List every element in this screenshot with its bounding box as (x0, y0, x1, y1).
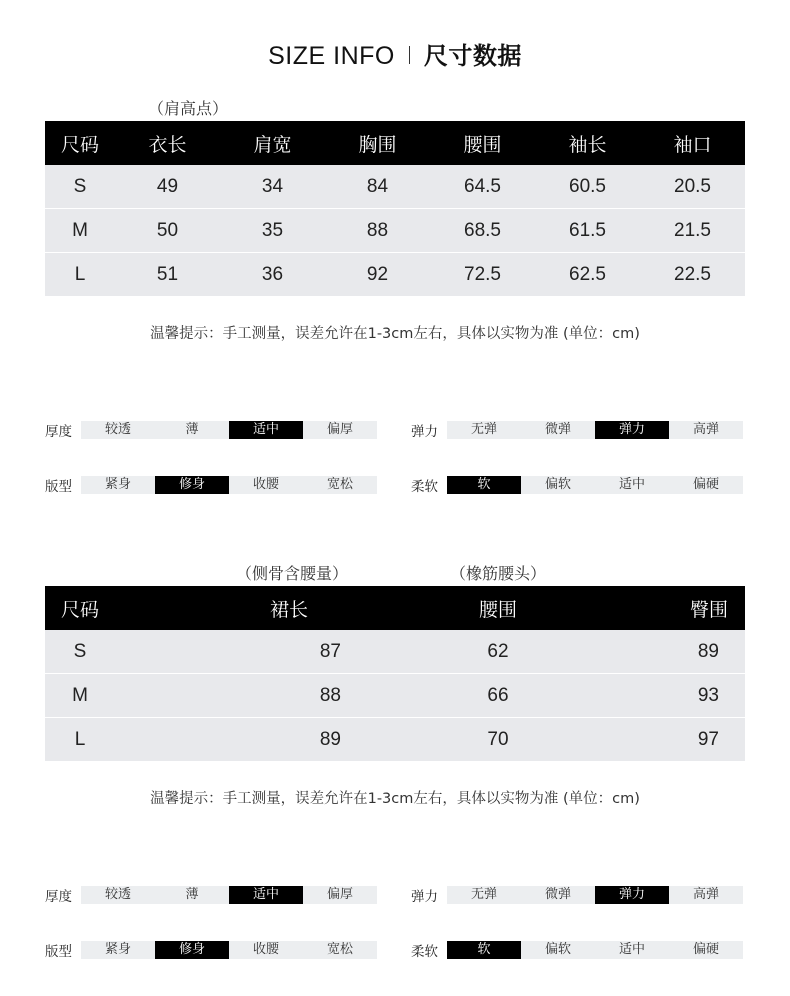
attr-option: 适中 (618, 477, 645, 492)
col-header: 尺码 (45, 121, 115, 165)
attr-option: 偏厚 (326, 422, 353, 437)
col-header: 腰围 (430, 121, 535, 165)
table-cell: M (45, 674, 115, 718)
col-header: 袖口 (640, 121, 745, 165)
attr-option: 偏硬 (692, 942, 719, 957)
attr-option-selected: 修身 (155, 941, 229, 959)
table-cell: 88 (115, 674, 463, 718)
table-cell: 22.5 (640, 253, 745, 297)
attr-label: 厚度 (45, 889, 72, 905)
table-cell: 92 (325, 253, 430, 297)
attr-option: 紧身 (104, 942, 131, 957)
table-cell: S (45, 630, 115, 674)
table-cell: 21.5 (640, 209, 745, 253)
table-row (45, 209, 745, 253)
table-cell: 35 (220, 209, 325, 253)
table-row (45, 718, 745, 762)
col-header: 肩宽 (220, 121, 325, 165)
table-cell: 89 (533, 630, 745, 674)
attr-label: 版型 (45, 479, 72, 495)
table-cell: 84 (325, 165, 430, 209)
side-seam-note: （侧骨含腰量） (236, 564, 349, 583)
table-row (45, 253, 745, 297)
attr-option-selected: 弹力 (595, 886, 669, 904)
attr-label: 厚度 (45, 424, 72, 440)
top-size-table (45, 121, 745, 296)
attr-option: 宽松 (326, 477, 353, 492)
attr-softness (411, 940, 743, 960)
attr-label: 弹力 (411, 424, 438, 440)
table-cell: 36 (220, 253, 325, 297)
attr-option: 无弹 (470, 422, 497, 437)
title-en: SIZE INFO (268, 42, 395, 70)
attr-option: 收腰 (252, 942, 279, 957)
table-cell: 88 (325, 209, 430, 253)
title-cn: 尺寸数据 (423, 42, 522, 70)
attr-option: 偏硬 (692, 477, 719, 492)
attr-label: 弹力 (411, 889, 438, 905)
col-header: 衣长 (115, 121, 220, 165)
attr-option-selected: 软 (447, 476, 521, 494)
attr-option: 微弹 (544, 887, 571, 902)
table-cell: 50 (115, 209, 220, 253)
attr-option-selected: 适中 (229, 421, 303, 439)
table-cell: 97 (533, 718, 745, 762)
table-cell: 61.5 (535, 209, 640, 253)
table-cell: 93 (533, 674, 745, 718)
attr-option-selected: 修身 (155, 476, 229, 494)
attr-option: 适中 (618, 942, 645, 957)
attr-option: 紧身 (104, 477, 131, 492)
col-header: 臀围 (533, 586, 745, 630)
title-divider (409, 46, 410, 64)
attr-option-selected: 弹力 (595, 421, 669, 439)
attr-options (447, 476, 743, 494)
attr-option: 较透 (104, 887, 131, 902)
table-cell: 20.5 (640, 165, 745, 209)
table-cell: 72.5 (430, 253, 535, 297)
table-row (45, 674, 745, 718)
attr-options (447, 421, 743, 439)
col-header: 裙长 (115, 586, 463, 630)
attr-elasticity (411, 885, 743, 905)
attr-option: 较透 (104, 422, 131, 437)
attr-option: 无弹 (470, 887, 497, 902)
col-header: 袖长 (535, 121, 640, 165)
table-cell: 62.5 (535, 253, 640, 297)
attr-label: 版型 (45, 944, 72, 960)
table-cell: S (45, 165, 115, 209)
table-cell: 87 (115, 630, 463, 674)
elastic-waist-note: （橡筋腰头） (450, 564, 547, 583)
col-header: 胸围 (325, 121, 430, 165)
table-cell: 49 (115, 165, 220, 209)
attr-options (81, 941, 377, 959)
table-cell: 70 (463, 718, 533, 762)
col-header: 尺码 (45, 586, 115, 630)
top-header-row (45, 121, 745, 165)
attr-thickness (45, 885, 377, 905)
bottom-header-row (45, 586, 745, 630)
table-row (45, 165, 745, 209)
table-row (45, 630, 745, 674)
table-cell: 60.5 (535, 165, 640, 209)
page-title (0, 36, 790, 71)
shoulder-note: （肩高点） (148, 99, 229, 118)
table-cell: 34 (220, 165, 325, 209)
attr-option: 宽松 (326, 942, 353, 957)
table-cell: 64.5 (430, 165, 535, 209)
bottom-size-table (45, 586, 745, 761)
attr-option-selected: 适中 (229, 886, 303, 904)
attr-options (447, 941, 743, 959)
col-header: 腰围 (463, 586, 533, 630)
attr-option: 高弹 (692, 422, 719, 437)
measurement-tip: 温馨提示：手工测量，误差允许在1-3cm左右，具体以实物为准 (单位：cm) (150, 791, 640, 807)
attr-options (81, 476, 377, 494)
attr-option: 高弹 (692, 887, 719, 902)
attr-label: 柔软 (411, 944, 438, 960)
measurement-tip: 温馨提示：手工测量，误差允许在1-3cm左右，具体以实物为准 (单位：cm) (150, 326, 640, 342)
attr-option: 薄 (185, 422, 199, 437)
attr-options (81, 421, 377, 439)
table-cell: 66 (463, 674, 533, 718)
attr-options (81, 886, 377, 904)
attr-option: 偏厚 (326, 887, 353, 902)
table-cell: M (45, 209, 115, 253)
attr-option-selected: 软 (447, 941, 521, 959)
attr-fit (45, 475, 377, 495)
table-cell: 62 (463, 630, 533, 674)
attr-label: 柔软 (411, 479, 438, 495)
table-cell: L (45, 718, 115, 762)
attr-option: 微弹 (544, 422, 571, 437)
attr-option: 偏软 (544, 942, 571, 957)
attr-softness (411, 475, 743, 495)
attr-option: 偏软 (544, 477, 571, 492)
table-cell: L (45, 253, 115, 297)
table-cell: 51 (115, 253, 220, 297)
attr-options (447, 886, 743, 904)
attr-option: 收腰 (252, 477, 279, 492)
attr-fit (45, 940, 377, 960)
table-cell: 89 (115, 718, 463, 762)
table-cell: 68.5 (430, 209, 535, 253)
attr-option: 薄 (185, 887, 199, 902)
attr-elasticity (411, 420, 743, 440)
attr-thickness (45, 420, 377, 440)
